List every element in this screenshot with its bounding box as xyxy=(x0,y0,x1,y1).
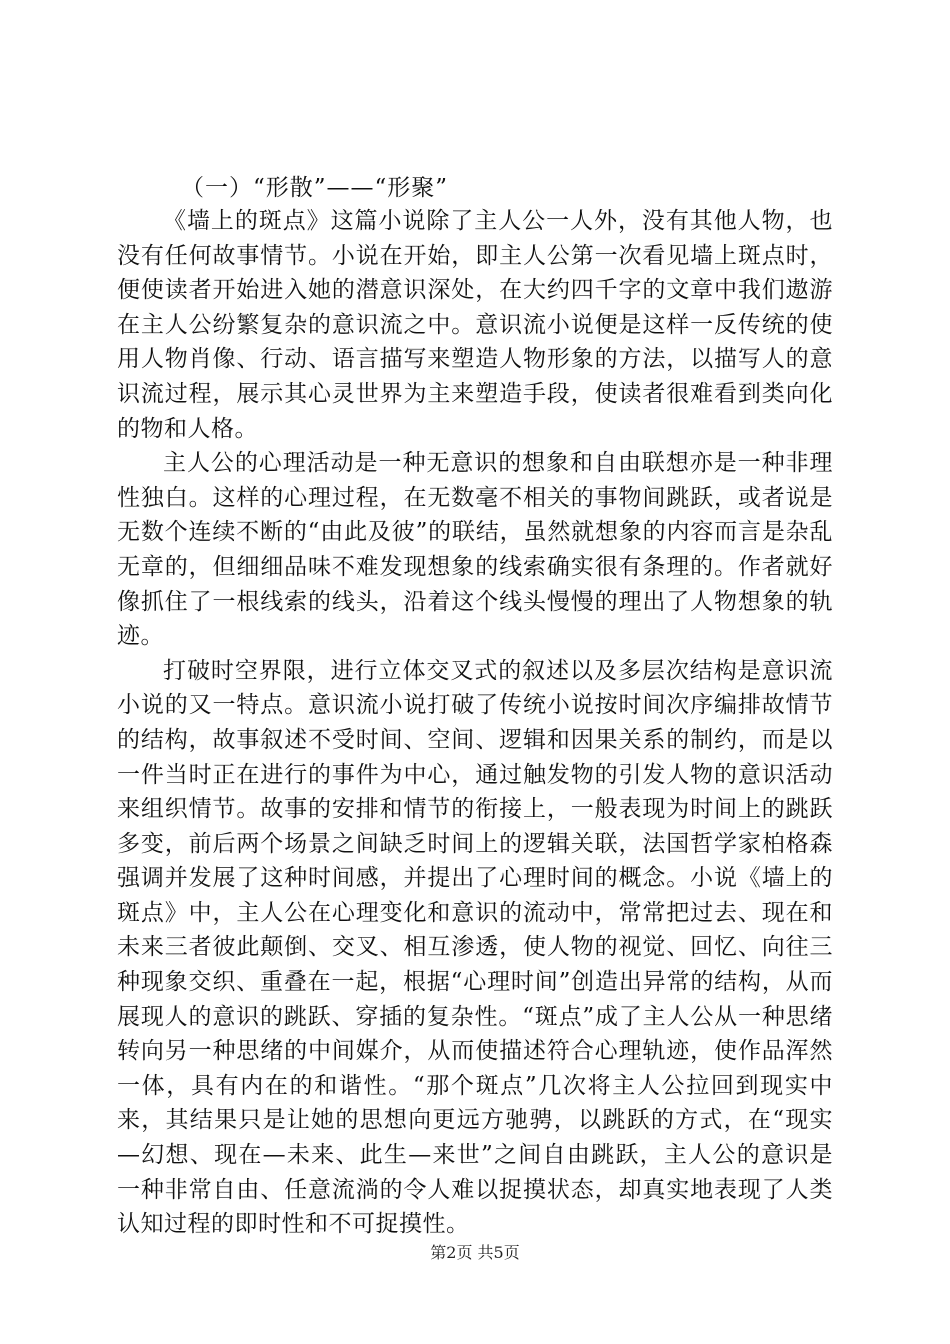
body-paragraph: 主人公的心理活动是一种无意识的想象和自由联想亦是一种非理性独白。这样的心理过程，在无数毫不相关的事物间跳跃，或者说是无数个连续不断的“由此及彼”的联结，虽然就想象的内容而言是杂乱无章的，但细细品味不难发现想象的线索确实很有条理的。作者就好像抓住了一根线索的线头，沿着这个线头慢慢的理出了人物想象的轨迹。 xyxy=(117,450,833,650)
section-heading: （一）“形散”——“形聚” xyxy=(181,175,449,201)
document-body xyxy=(117,172,833,1242)
page-number-footer: 第2页 共5页 xyxy=(430,1243,520,1262)
body-paragraph: 《墙上的斑点》这篇小说除了主人公一人外，没有其他人物，也没有任何故事情节。小说在开始，即主人公第一次看见墙上斑点时，便使读者开始进入她的潜意识深处，在大约四千字的文章中我们遨游在主人公纷繁复杂的意识流之中。意识流小说便是这样一反传统的使用人物肖像、行动、语言描写来塑造人物形象的方法，以描写人的意识流过程，展示其心灵世界为主来塑造手段，使读者很难看到类向化的物和人格。 xyxy=(117,208,833,442)
body-paragraph: 打破时空界限，进行立体交叉式的叙述以及多层次结构是意识流小说的又一特点。意识流小说打破了传统小说按时间次序编排故情节的结构，故事叙述不受时间、空间、逻辑和因果关系的制约，而是以一件当时正在进行的事件为中心，通过触发物的引发人物的意识活动来组织情节。故事的安排和情节的衔接上，一般表现为时间上的跳跃多变，前后两个场景之间缺乏时间上的逻辑关联，法国哲学家柏格森强调并发展了这种时间感，并提出了心理时间的概念。小说《墙上的斑点》中，主人公在心理变化和意识的流动中，常常把过去、现在和未来三者彼此颠倒、交叉、相互渗透，使人物的视觉、回忆、向往三种现象交织、重叠在一起，根据“心理时间”创造出异常的结构，从而展现人的意识的跳跃、穿插的复杂性。“斑点”成了主人公从一种思绪转向另一种思绪的中间媒介，从而使描述符合心理轨迹，使作品浑然一体，具有内在的和谐性。“那个斑点”几次将主人公拉回到现实中来，其结果只是让她的思想向更远方驰骋，以跳跃的方式，在“现实—幻想、现在—未来、此生—来世”之间自由跳跃，主人公的意识是一种非常自由、任意流淌的令人难以捉摸状态，却真实地表现了人类认知过程的即时性和不可捉摸性。 xyxy=(117,657,833,1238)
